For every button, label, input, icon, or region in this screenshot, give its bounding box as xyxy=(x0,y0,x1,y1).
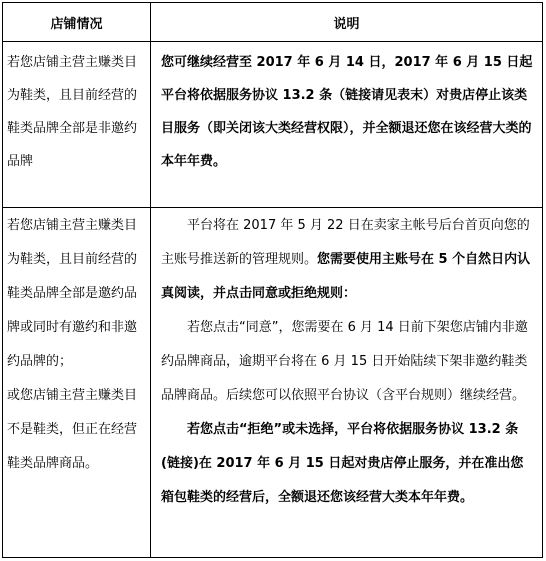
row2-left-text-a: 若您店铺主营主赚类目为鞋类，且目前经营的鞋类品牌全部是邀约品牌或同时有邀约和非邀约品牌的； xyxy=(7,218,138,369)
row2-left-text-b: 或您店铺主营主赚类目不是鞋类，但正在经营鞋类品牌商品。 xyxy=(7,388,138,471)
row1-store-status xyxy=(3,46,150,178)
row2-paragraph-3: 若您点击“拒绝”或未选择，平台将依据服务协议 13.2 条(链接)在 2017 年 6 月 15 日起对贵店停止服务，并在准出您箱包鞋类的经营后，全额退还您该经营大类本年年费。 xyxy=(161,422,524,505)
row2-description xyxy=(151,209,542,515)
row-divider xyxy=(3,207,542,208)
row2-paragraph-1 xyxy=(161,209,536,311)
row1-left-text: 若您店铺主营主赚类目为鞋类，且目前经营的鞋类品牌全部是非邀约品牌 xyxy=(7,55,138,169)
row2-p1-normal: 平台将在 2017 年 5 月 22 日在卖家主帐号后台首页向您的主账号推送新的管理规则。 xyxy=(161,218,530,267)
row1-description xyxy=(151,46,542,178)
row2-p1-bold: 您需要使用主账号在 5 个自然日内认真阅读，并点击同意或拒绝规则： xyxy=(161,252,531,301)
header-description: 说明 xyxy=(333,16,360,32)
row2-store-status xyxy=(3,209,150,481)
row1-right-text: 您可继续经营至 2017 年 6 月 14 日，2017 年 6 月 15 日起平台将依据服务协议 13.2 条（链接请见表末）对贵店停止该类目服务（即关闭该大类经营权限），并全额退还您在该经营大类的本年年费。 xyxy=(161,55,533,169)
info-table xyxy=(2,2,543,558)
header-store-status: 店铺情况 xyxy=(50,16,103,32)
header-divider xyxy=(3,41,542,42)
row2-paragraph-2: 若您点击“同意”，您需要在 6 月 14 日前下架您店铺内非邀约品牌商品，逾期平台将在 6 月 15 日开始陆续下架非邀约鞋类品牌商品。后续您可以依照平台协议（含平台规则）继续经营。 xyxy=(161,320,528,403)
